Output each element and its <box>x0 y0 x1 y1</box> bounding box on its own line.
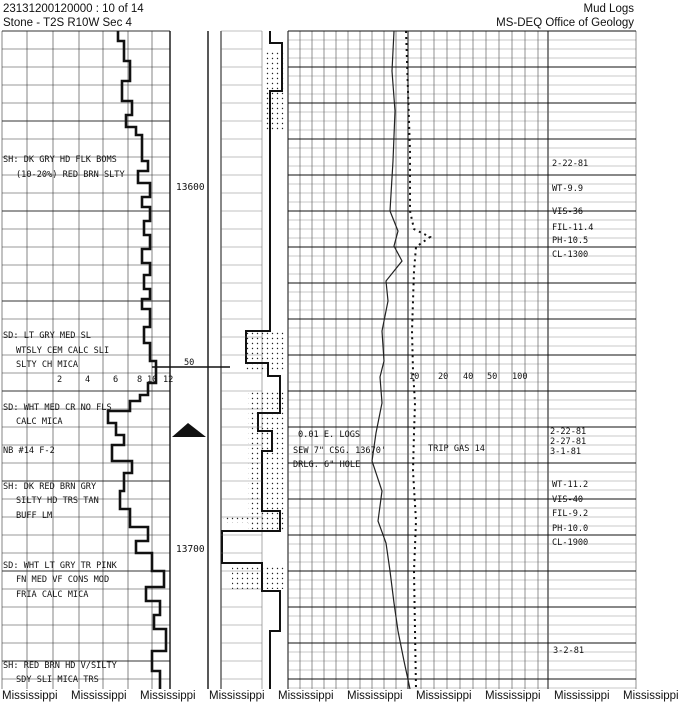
log-type: Mud Logs <box>583 3 634 15</box>
svg-text:PH-10.0: PH-10.0 <box>552 524 589 534</box>
svg-text:50: 50 <box>487 372 498 382</box>
trip-gas-note: TRIP GAS 14 <box>428 444 485 454</box>
lithology-note: WTSLY CEM CALC SLI <box>16 346 110 356</box>
svg-text:WT-9.9: WT-9.9 <box>552 184 584 194</box>
lithology-note: FRIA CALC MICA <box>16 590 89 600</box>
well-location: Stone - T2S R10W Sec 4 <box>3 17 132 29</box>
svg-text:2-27-81: 2-27-81 <box>550 437 587 447</box>
svg-text:CL-1300: CL-1300 <box>552 250 589 260</box>
svg-text:6: 6 <box>113 375 119 385</box>
svg-text:2-22-81: 2-22-81 <box>552 159 589 169</box>
svg-text:20: 20 <box>438 372 449 382</box>
depth-label-13600: 13600 <box>176 182 205 193</box>
document-id: 23131200120000 : 10 of 14 <box>3 3 144 15</box>
footer-state-label: Mississippi <box>278 690 334 702</box>
svg-text:PH-10.5: PH-10.5 <box>552 236 589 246</box>
svg-text:3-1-81: 3-1-81 <box>550 447 582 457</box>
lithology-note: FN MED VF CONS MOD <box>16 575 110 585</box>
lithology-note: SDY SLI MICA TRS <box>16 675 99 685</box>
footer-state-label: Mississippi <box>209 690 265 702</box>
lithology-note: CALC MICA <box>16 417 63 427</box>
mud-log-strip <box>0 31 638 689</box>
lithology-note: (10-20%) RED BRN SLTY <box>16 170 125 180</box>
svg-text:CL-1900: CL-1900 <box>552 538 589 548</box>
lithology-note: BUFF LM <box>16 511 53 521</box>
svg-text:FIL-11.4: FIL-11.4 <box>552 223 594 233</box>
svg-text:FIL-9.2: FIL-9.2 <box>552 509 589 519</box>
svg-text:10: 10 <box>147 375 158 385</box>
footer-state-label: Mississippi <box>347 690 403 702</box>
footer-state-label: Mississippi <box>623 690 679 702</box>
footer-state-label: Mississippi <box>140 690 196 702</box>
svg-text:100: 100 <box>512 372 528 382</box>
lithology-note: SH: DK GRY HD FLK BOMS <box>3 155 117 165</box>
svg-text:VIS-36: VIS-36 <box>552 207 584 217</box>
footer-state-label: Mississippi <box>554 690 610 702</box>
agency-name: MS-DEQ Office of Geology <box>496 17 634 29</box>
last-date-label: 3-2-81 <box>553 646 585 656</box>
svg-text:40: 40 <box>463 372 474 382</box>
svg-text:SEW 7" CSG. 13670': SEW 7" CSG. 13670' <box>293 446 387 456</box>
svg-text:10: 10 <box>409 372 420 382</box>
svg-text:4: 4 <box>85 375 91 385</box>
footer-state-label: Mississippi <box>71 690 127 702</box>
left-scale-top-value: 50 <box>184 358 195 368</box>
lithology-note: SD: LT GRY MED SL <box>3 331 91 341</box>
footer-state-label: Mississippi <box>485 690 541 702</box>
lithology-note: NB #14 F-2 <box>3 446 55 456</box>
lithology-note: SH: RED BRN HD V/SILTY <box>3 661 117 671</box>
lithology-note: SD: WHT LT GRY TR PINK <box>3 561 117 571</box>
svg-text:VIS-40: VIS-40 <box>552 495 584 505</box>
svg-text:0.01 E. LOGS: 0.01 E. LOGS <box>298 430 361 440</box>
lithology-note: SILTY HD TRS TAN <box>16 496 99 506</box>
svg-text:8: 8 <box>137 375 143 385</box>
depth-label-13700: 13700 <box>176 544 205 555</box>
svg-text:DRLG. 6" HOLE: DRLG. 6" HOLE <box>293 460 361 470</box>
svg-text:WT-11.2: WT-11.2 <box>552 480 589 490</box>
svg-text:2: 2 <box>57 375 63 385</box>
svg-text:12: 12 <box>163 375 174 385</box>
svg-text:2-22-81: 2-22-81 <box>550 427 587 437</box>
footer-state-strip <box>0 689 679 705</box>
lithology-note: SH: DK RED BRN GRY <box>3 482 97 492</box>
mud-properties-block-2 <box>550 427 588 548</box>
lithology-note: SD: WHT MED CR NO FLS <box>3 403 112 413</box>
lithology-note: SLTY CH MICA <box>16 360 79 370</box>
footer-state-label: Mississippi <box>2 690 58 702</box>
footer-state-label: Mississippi <box>416 690 472 702</box>
